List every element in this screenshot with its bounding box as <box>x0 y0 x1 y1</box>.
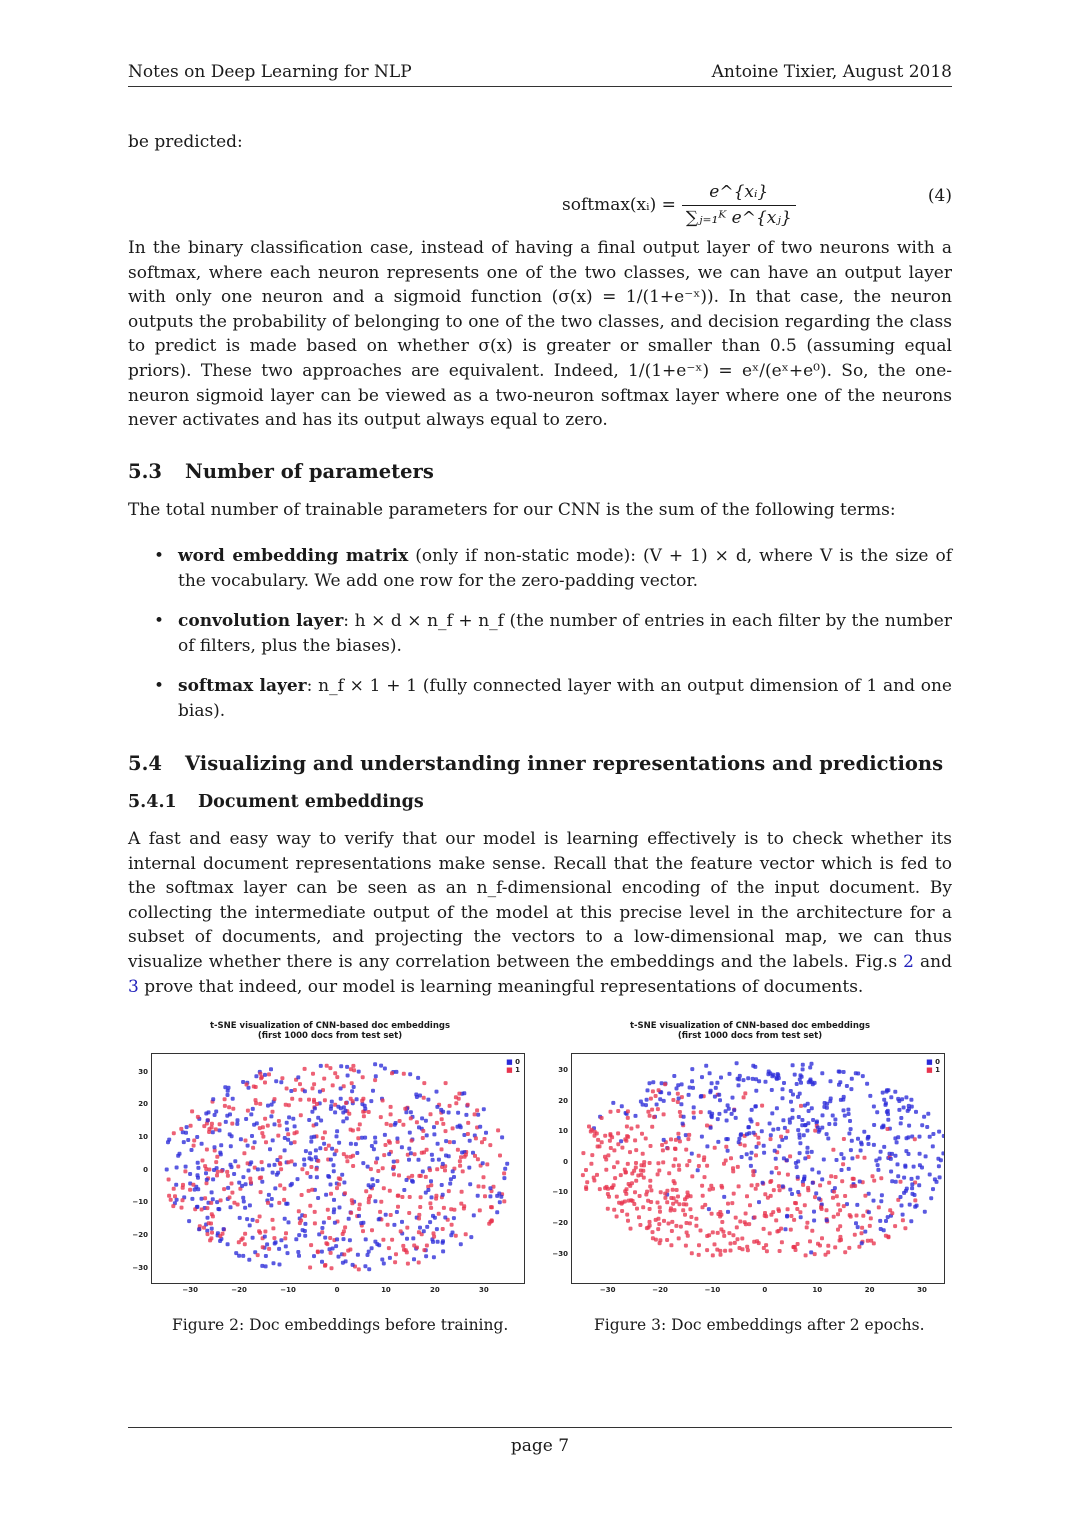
equation-lhs: softmax(xᵢ) = <box>562 195 676 215</box>
x-tick-label: −10 <box>280 1286 296 1294</box>
subsection-heading-5-4-1 <box>128 792 424 812</box>
paragraph-text: A fast and easy way to verify that our model is learning effectively is to check whether its internal document representations make sense. Recall that the feature vector which is fed to the softmax layer can be seen as an n_f-dimensional encoding of the input document. By collecting the intermediate output of the model at this precise level in the architecture for a subset of documents, and projecting the vectors to a low-dimensional map, we can thus visualize whether there is any correlation between the embeddings and the labels. Fig.s <box>128 829 952 972</box>
page-number: page 7 <box>510 1436 570 1456</box>
x-tick-label: −30 <box>599 1286 616 1294</box>
scatter-points <box>572 1054 944 1283</box>
equation-number: (4) <box>927 186 952 206</box>
y-tick-label: 30 <box>558 1066 568 1075</box>
list-item <box>150 674 952 723</box>
x-tick-label: −30 <box>182 1286 198 1294</box>
x-tick-label: −20 <box>652 1286 668 1294</box>
y-tick-label: −30 <box>552 1249 568 1258</box>
scatter-points <box>152 1054 524 1283</box>
x-tick-label: 0 <box>334 1286 340 1294</box>
y-tick-label: 0 <box>563 1157 568 1166</box>
figure-2-caption: Figure 2: Doc embeddings before training. <box>172 1316 509 1334</box>
subsection-title: Document embeddings <box>198 792 424 812</box>
y-tick-label: −30 <box>132 1263 148 1272</box>
x-tick-label: 20 <box>864 1286 875 1294</box>
x-tick-label: −10 <box>704 1286 721 1294</box>
header-rule <box>128 86 952 87</box>
y-tick-label: 10 <box>558 1127 568 1136</box>
y-tick-label: 0 <box>143 1165 148 1174</box>
plot-area <box>151 1053 525 1284</box>
x-tick-label: 30 <box>917 1286 927 1294</box>
bullet-text: : h × d × n_f + n_f (the number of entries in each filter by the number of filters, plus the biases). <box>178 611 952 656</box>
legend: ■ 0 ■ 1 <box>506 1058 520 1074</box>
legend: ■ 0 ■ 1 <box>926 1058 940 1074</box>
figure-2-link[interactable]: 2 <box>903 951 914 972</box>
bullet-term: word embedding matrix <box>178 546 409 566</box>
y-tick-label: −20 <box>132 1231 148 1240</box>
section-heading-5-3 <box>128 460 434 483</box>
y-tick-label: 10 <box>138 1133 148 1142</box>
equation-numerator: e^{xᵢ} <box>709 182 769 202</box>
figure-3-link[interactable]: 3 <box>128 976 139 997</box>
y-tick-label: 20 <box>558 1096 568 1105</box>
list-item <box>150 544 952 593</box>
section-number: 5.4 <box>128 752 162 775</box>
chart-title: t-SNE visualization of CNN-based doc embeddings (first 1000 docs from test set) <box>629 1021 871 1041</box>
chart-title: t-SNE visualization of CNN-based doc embeddings (first 1000 docs from test set) <box>209 1021 451 1041</box>
list-item <box>150 609 952 658</box>
document-embeddings-paragraph <box>128 827 952 999</box>
softmax-equation <box>128 170 952 226</box>
x-tick-label: 10 <box>812 1286 823 1294</box>
bullet-term: convolution layer <box>178 611 344 632</box>
figure-3-caption: Figure 3: Doc embeddings after 2 epochs. <box>594 1316 925 1334</box>
x-tick-label: 20 <box>430 1286 440 1294</box>
paragraph-text: and <box>913 951 952 972</box>
x-tick-label: 30 <box>478 1286 489 1294</box>
section-title: Number of parameters <box>185 460 434 483</box>
footer-rule <box>128 1427 952 1428</box>
parameters-intro: The total number of trainable parameters for our CNN is the sum of the following terms: <box>128 500 896 520</box>
y-tick-label: −10 <box>552 1188 568 1197</box>
equation-fraction <box>682 182 796 228</box>
paragraph-text: prove that indeed, our model is learning meaningful representations of documents. <box>138 976 864 997</box>
binary-classification-paragraph: In the binary classification case, instead of having a final output layer of two neurons with a softmax, where each neuron represents one of the two classes, we can have an output layer with only one neuron and a sigmoid function (σ(x) = 1/(1+e⁻ˣ)). In that case, the neuron outputs the probability of belonging to one of the two classes, and decision regarding the class to predict is made based on whether σ(x) is greater or smaller than 0.5 (assuming equal priors). These two approaches are equivalent. Indeed, 1/(1+e⁻ˣ) = eˣ/(eˣ+e⁰). So, the one-neuron sigmoid layer can be viewed as a two-neuron softmax layer where one of the neurons never activates and has its output always equal to zero. <box>128 238 952 431</box>
subsection-number: 5.4.1 <box>128 792 177 812</box>
bullet-text: (only if non-static mode): (V + 1) × d, where V is the size of the vocabulary. We add one row for the zero-padding vector. <box>178 546 952 591</box>
x-tick-label: 10 <box>381 1286 391 1294</box>
y-tick-label: −10 <box>132 1198 148 1207</box>
bullet-term: softmax layer <box>178 676 307 697</box>
running-header-title: Notes on Deep Learning for NLP <box>128 62 412 82</box>
section-title: Visualizing and understanding inner representations and predictions <box>185 752 944 775</box>
x-tick-label: −20 <box>231 1286 247 1294</box>
parameters-list <box>150 544 952 740</box>
intro-fragment: be predicted: <box>128 132 243 152</box>
x-tick-label: 0 <box>762 1286 768 1294</box>
equation-denominator: ∑ⱼ₌₁ᴷ e^{xⱼ} <box>682 205 796 228</box>
bullet-text: : n_f × 1 + 1 (fully connected layer with an output dimension of 1 and one bias). <box>178 676 952 721</box>
running-header-author: Antoine Tixier, August 2018 <box>711 62 952 82</box>
figure-3-tsne-scatter <box>550 1018 950 1298</box>
section-heading-5-4 <box>128 752 943 775</box>
y-tick-label: 30 <box>138 1067 148 1076</box>
y-tick-label: 20 <box>138 1100 148 1109</box>
figure-2-tsne-scatter <box>130 1018 530 1298</box>
plot-area <box>571 1053 945 1284</box>
section-number: 5.3 <box>128 460 162 483</box>
y-tick-label: −20 <box>552 1218 568 1227</box>
